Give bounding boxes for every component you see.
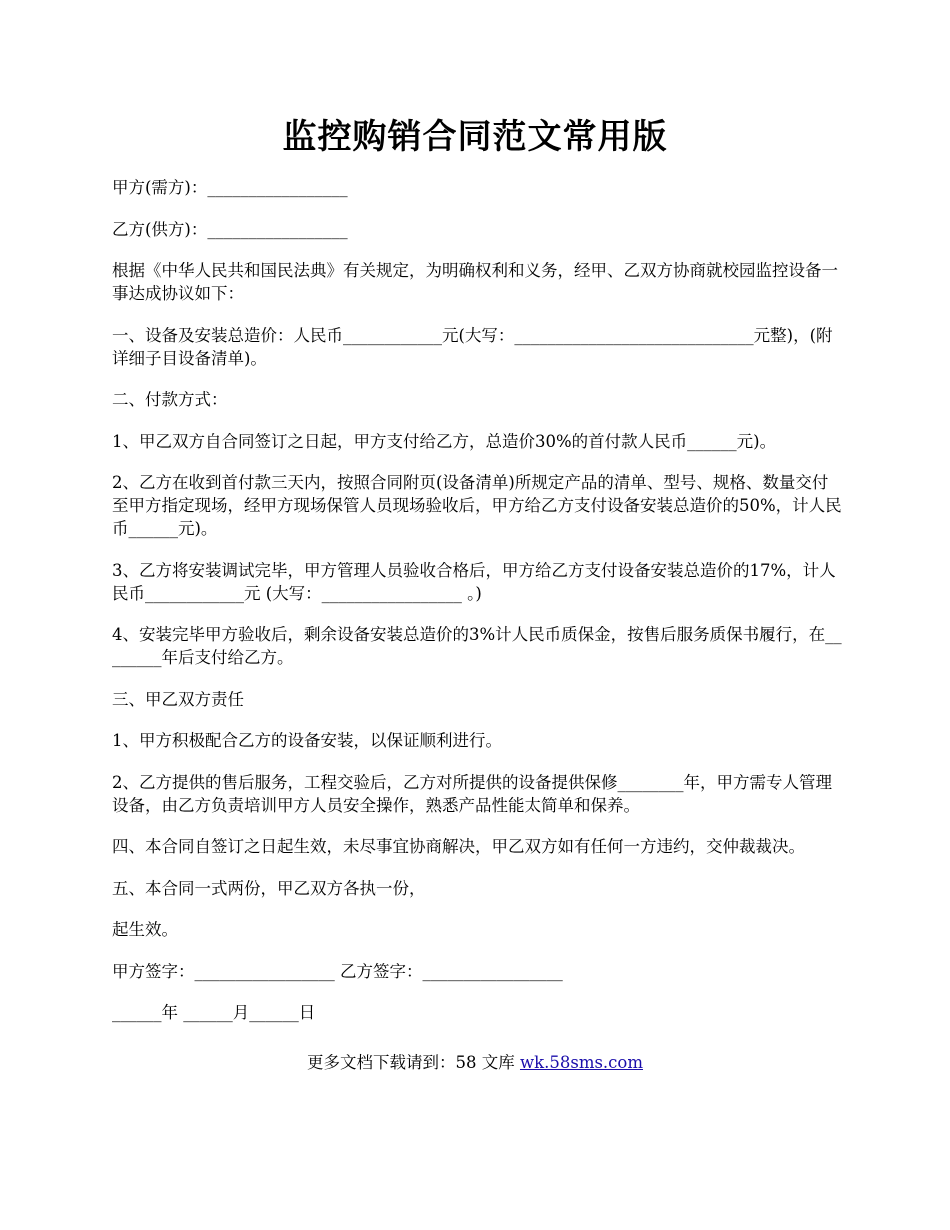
preamble-paragraph: 根据《中华人民共和国民法典》有关规定，为明确权利和义务，经甲、乙双方协商就校园监控设备一事达成协议如下： bbox=[112, 261, 838, 303]
clause-2-item-2: 2、乙方在收到首付款三天内，按照合同附页(设备清单)所规定产品的清单、型号、规格、数量交付至甲方指定现场，经甲方现场保管人员现场验收后，甲方给乙方支付设备安装总造价的50%，计人民币______元)。 bbox=[112, 473, 842, 538]
footer-text: 更多文档下载请到：58 文库 bbox=[306, 1053, 520, 1072]
party-a-line: 甲方(需方)：_________________ bbox=[112, 178, 348, 197]
document-title: 监控购销合同范文常用版 bbox=[282, 117, 668, 157]
signature-line: 甲方签字：_________________ 乙方签字：_________________ bbox=[112, 961, 563, 981]
party-b-line: 乙方(供方)：_________________ bbox=[112, 219, 348, 239]
clause-2-item-4: 4、安装完毕甲方验收后，剩余设备安装总造价的3%计人民币质保金，按售后服务质保书履行，在________年后支付给乙方。 bbox=[112, 625, 842, 667]
clause-3-item-2: 2、乙方提供的售后服务，工程交验后，乙方对所提供的设备提供保修________年，甲方需专人管理设备，由乙方负责培训甲方人员安全操作，熟悉产品性能太简单和保养。 bbox=[112, 772, 832, 815]
clause-1-total-price: 一、设备及安装总造价：人民币____________元(大写：_____________________________元整)，(附详细子目设备清单)。 bbox=[112, 325, 833, 368]
clause-2-item-3: 3、乙方将安装调试完毕，甲方管理人员验收合格后，甲方给乙方支付设备安装总造价的17%，计人民币____________元 (大写：_________________ 。) bbox=[112, 560, 836, 603]
download-footer bbox=[0, 1051, 950, 1074]
clause-3-item-1: 1、甲方积极配合乙方的设备安装，以保证顺利进行。 bbox=[112, 731, 502, 750]
clause-3-heading: 三、甲乙双方责任 bbox=[112, 689, 244, 709]
effective-line: 起生效。 bbox=[112, 920, 178, 939]
footer-link[interactable]: wk.58sms.com bbox=[519, 1053, 643, 1072]
date-line: ______年 ______月______日 bbox=[112, 1003, 316, 1022]
clause-2-heading: 二、付款方式： bbox=[112, 390, 228, 409]
clause-4: 四、本合同自签订之日起生效，未尽事宜协商解决，甲乙双方如有任何一方违约，交仲裁裁决。 bbox=[112, 837, 805, 856]
clause-2-item-1: 1、甲乙双方自合同签订之日起，甲方支付给乙方，总造价30%的首付款人民币______元)。 bbox=[112, 431, 777, 451]
document-body bbox=[112, 176, 844, 1043]
clause-5: 五、本合同一式两份，甲乙双方各执一份， bbox=[112, 878, 426, 898]
